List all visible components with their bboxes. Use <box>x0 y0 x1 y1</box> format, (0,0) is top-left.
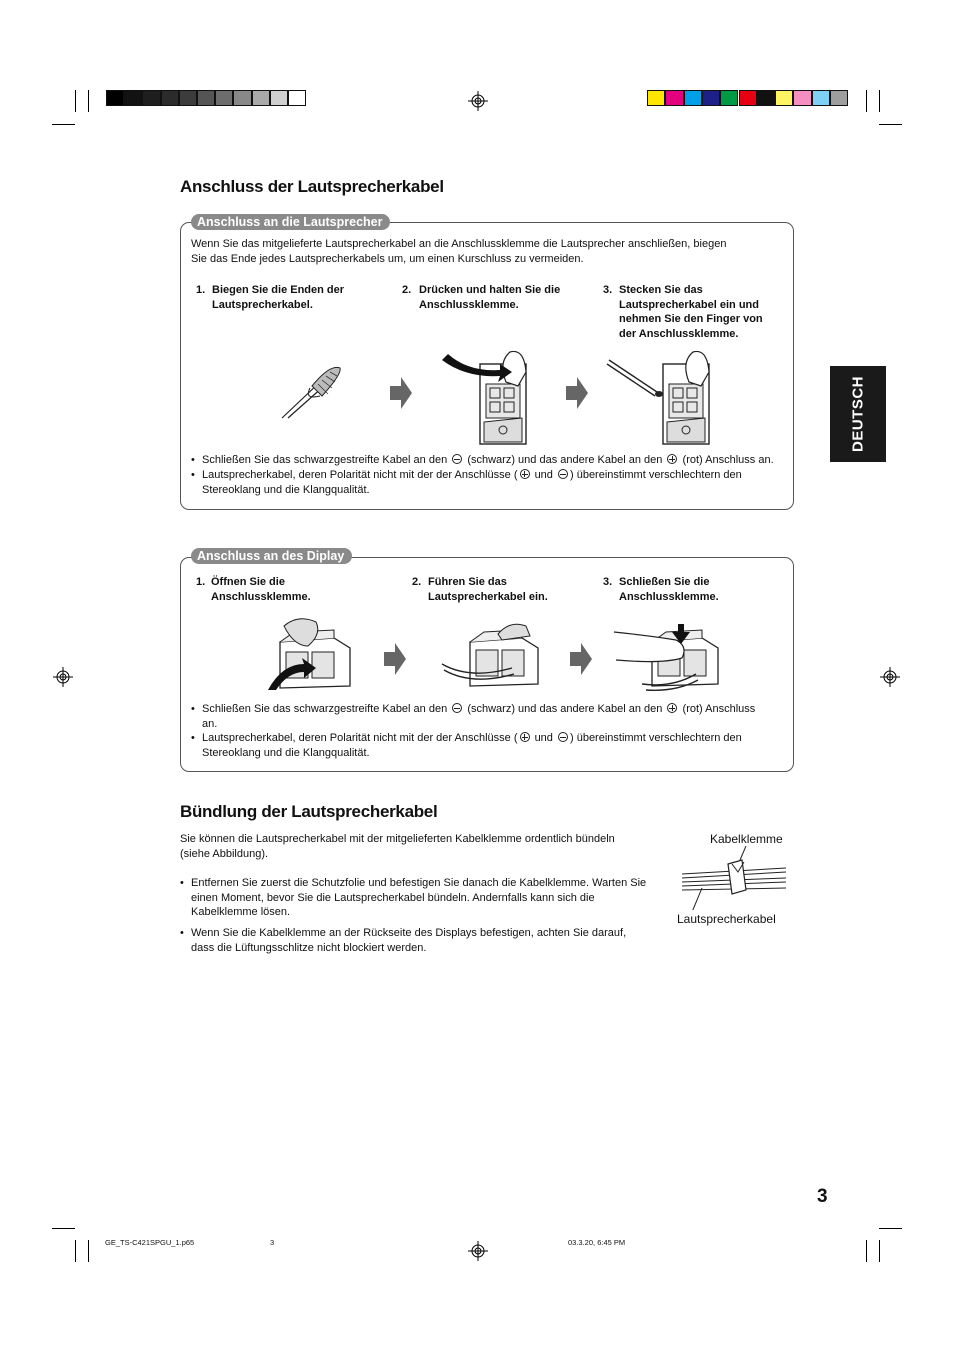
bullet-text: an. <box>202 717 218 730</box>
bullet-text: Schließen Sie das schwarzgestreifte Kabel an den <box>202 703 448 715</box>
color-swatch <box>720 90 738 106</box>
gray-swatch <box>142 90 160 106</box>
bullet-text: Lautsprecherkabel, deren Polarität nicht mit der der Anschlüsse ( <box>202 469 518 481</box>
plus-terminal-icon <box>667 454 677 464</box>
gray-swatch <box>197 90 215 106</box>
bundle-intro-line2: (siehe Abbildung). <box>180 848 269 860</box>
step-text: Biegen Sie die Enden der <box>212 284 345 296</box>
color-swatch <box>739 90 757 106</box>
plus-terminal-icon <box>667 703 677 713</box>
display-connection-tag: Anschluss an des Diplay <box>191 548 352 564</box>
plus-terminal-icon <box>520 469 530 479</box>
arrow-right-icon <box>384 643 406 675</box>
gray-swatch <box>270 90 288 106</box>
gray-swatch <box>252 90 270 106</box>
speaker-intro-line2: Sie das Ende jedes Lautsprecherkabels um, um einen Kurschluss zu vermeiden. <box>191 253 584 265</box>
section-title-connect: Anschluss der Lautsprecherkabel <box>180 177 444 196</box>
bullet-text: und <box>534 469 553 481</box>
clamp-close-illustration <box>612 618 722 692</box>
color-swatch <box>684 90 702 106</box>
step-number: 1. <box>196 576 206 588</box>
registration-target-icon <box>53 667 73 687</box>
minus-terminal-icon <box>452 454 462 464</box>
plus-terminal-icon <box>520 732 530 742</box>
minus-terminal-icon <box>452 703 462 713</box>
bullet-marker: • <box>191 703 195 715</box>
bent-wire-illustration <box>280 360 350 420</box>
bullet-text: (schwarz) und das andere Kabel an den <box>467 703 663 715</box>
step-number: 1. <box>196 284 206 296</box>
language-side-tab-label: DEUTSCH <box>849 375 867 453</box>
language-side-tab <box>830 366 886 462</box>
footer-filename: GE_TS-C421SPGU_1.p65 <box>105 1238 195 1247</box>
gray-swatch <box>106 90 124 106</box>
bullet-marker: • <box>180 927 184 939</box>
bullet-text: (schwarz) und das andere Kabel an den <box>467 454 663 466</box>
step-text: Stecken Sie das <box>619 284 703 296</box>
bullet-marker: • <box>191 469 195 481</box>
bundle-intro-line1: Sie können die Lautsprecherkabel mit der mitgelieferten Kabelklemme ordentlich bündeln <box>180 833 615 845</box>
bullet-marker: • <box>191 732 195 744</box>
minus-terminal-icon <box>558 732 568 742</box>
bullet-text: Lautsprecherkabel, deren Polarität nicht mit der der Anschlüsse ( <box>202 732 518 744</box>
arrow-right-icon <box>390 377 412 409</box>
gray-swatch <box>124 90 142 106</box>
bullet-text: Stereoklang und die Klangqualität. <box>202 483 370 496</box>
registration-target-icon <box>468 91 488 111</box>
color-swatch <box>775 90 793 106</box>
bullet-text: Schließen Sie das schwarzgestreifte Kabel an den <box>202 454 448 466</box>
step-text: Schließen Sie die <box>619 576 710 588</box>
page-number: 3 <box>817 1186 828 1207</box>
step-text: Anschlussklemme. <box>419 298 519 311</box>
step-text: Drücken und halten Sie die <box>419 284 561 296</box>
clamp-insert-illustration <box>440 618 545 690</box>
bullet-text: Kabelklemme lösen. <box>191 906 291 918</box>
color-swatch <box>812 90 830 106</box>
color-swatch <box>830 90 848 106</box>
clamp-open-illustration <box>264 612 354 692</box>
bullet-text: einen Moment, bevor Sie die Lautsprecherkabel bündeln. Andernfalls kann sich die <box>191 891 595 904</box>
bullet-marker: • <box>180 877 184 889</box>
step-number: 3. <box>603 576 613 588</box>
section-title-bundle: Bündlung der Lautsprecherkabel <box>180 802 438 821</box>
bullet-text: Entfernen Sie zuerst die Schutzfolie und befestigen Sie danach die Kabelklemme. Warten Sie <box>191 877 647 889</box>
bullet-text: und <box>534 732 553 744</box>
step-number: 2. <box>412 576 422 588</box>
color-swatch <box>793 90 811 106</box>
gray-swatch <box>161 90 179 106</box>
bullet-text: Stereoklang und die Klangqualität. <box>202 746 370 759</box>
color-swatch <box>665 90 683 106</box>
bullet-text: ) übereinstimmt verschlechtern den <box>569 732 742 744</box>
bullet-text: dass die Lüftungsschlitze nicht blockiert werden. <box>191 941 427 954</box>
step-text: Führen Sie das <box>428 576 507 588</box>
speaker-connection-tag: Anschluss an die Lautsprecher <box>191 214 390 230</box>
gray-swatch <box>179 90 197 106</box>
minus-terminal-icon <box>558 469 568 479</box>
step-text: Öffnen Sie die <box>211 576 285 588</box>
step-text: nehmen Sie den Finger von <box>619 313 763 325</box>
arrow-right-icon <box>570 643 592 675</box>
gray-swatch <box>215 90 233 106</box>
step-text: der Anschlussklemme. <box>619 327 739 340</box>
color-swatch <box>647 90 665 106</box>
bullet-text: ) übereinstimmt verschlechtern den <box>569 469 742 481</box>
step-text: Anschlussklemme. <box>619 590 719 603</box>
speaker-intro-line1: Wenn Sie das mitgelieferte Lautsprecherkabel an die Anschlussklemme die Lautsprecher anschließen, biegen <box>191 238 727 250</box>
terminal-press-illustration <box>440 342 540 446</box>
cable-clamp-illustration <box>680 846 792 910</box>
color-swatch <box>757 90 775 106</box>
registration-target-icon <box>468 1241 488 1261</box>
step-number: 2. <box>402 284 412 296</box>
gray-swatch <box>288 90 306 106</box>
arrow-right-icon <box>566 377 588 409</box>
step-text: Lautsprecherkabel ein und <box>619 298 759 311</box>
gray-swatch <box>233 90 251 106</box>
step-text: Lautsprecherkabel ein. <box>428 590 548 603</box>
step-number: 3. <box>603 284 613 296</box>
registration-target-icon <box>880 667 900 687</box>
label-speaker-cable: Lautsprecherkabel <box>677 912 776 926</box>
step-text: Lautsprecherkabel. <box>212 298 313 311</box>
bullet-text: (rot) Anschluss an. <box>682 454 774 466</box>
label-cable-clamp: Kabelklemme <box>710 832 783 846</box>
terminal-insert-illustration <box>605 342 720 446</box>
footer-page: 3 <box>270 1238 275 1247</box>
bullet-marker: • <box>191 454 195 466</box>
step-text: Anschlussklemme. <box>211 590 311 603</box>
bullet-text: (rot) Anschluss <box>682 703 756 715</box>
bullet-text: Wenn Sie die Kabelklemme an der Rückseite des Displays befestigen, achten Sie darauf, <box>191 927 627 939</box>
color-swatch <box>702 90 720 106</box>
footer-date: 03.3.20, 6:45 PM <box>568 1238 626 1247</box>
